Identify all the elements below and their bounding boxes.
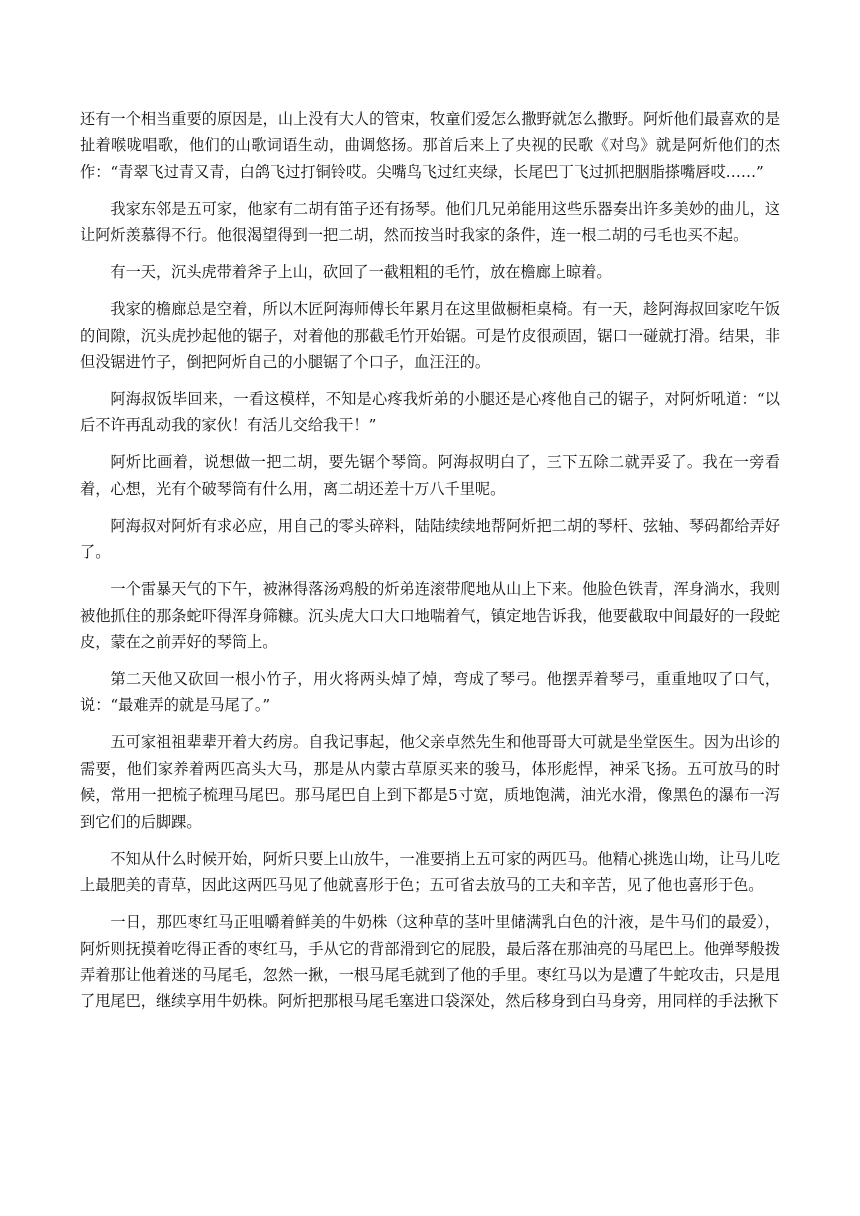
paragraph: 有一天，沉头虎带着斧子上山，砍回了一截粗粗的毛竹，放在檐廊上晾着。 <box>110 263 612 282</box>
paragraph: 不知从什么时候开始，阿炘只要上山放牛，一准要捎上五可家的两匹马。他精心挑选山坳，让马儿吃上最肥美的青草，因此这两匹马见了他就喜形于色；五可省去放马的工夫和辛苦，见了他也喜形于色。 <box>80 849 780 895</box>
paragraph: 阿海叔饭毕回来，一看这模样，不知是心疼我炘弟的小腿还是心疼他自己的锯子，对阿炘吼道：“以后不许再乱动我的家伙！有活儿交给我干！” <box>80 390 780 435</box>
paragraph: 阿炘比画着，说想做一把二胡，要先锯个琴筒。阿海叔明白了，三下五除二就弄妥了。我在一旁看着，心想，光有个破琴筒有什么用，离二胡还差十万八千里呢。 <box>80 453 780 498</box>
paragraph: 五可家祖祖辈辈开着大药房。自我记事起，他父亲卓然先生和他哥哥大可就是坐堂医生。因为出诊的需要，他们家养着两匹高头大马，那是从内蒙古草原买来的骏马，体形彪悍，神采飞扬。五可放马的时候，常用一把梳子梳理马尾巴。那马尾巴自上到下都是5寸宽，质地饱满，油光水滑，像黑色的瀑布一泻到它们的后脚踝。 <box>80 733 780 831</box>
paragraph: 我家东邻是五可家，他家有二胡有笛子还有扬琴。他们几兄弟能用这些乐器奏出许多美妙的曲儿，这让阿炘羡慕得不行。他很渴望得到一把二胡，然而按当时我家的条件，连一根二胡的弓毛也买不起。 <box>80 199 780 245</box>
paragraph: 一日，那匹枣红马正咀嚼着鲜美的牛奶株（这种草的茎叶里储满乳白色的汁液，是牛马们的最爱），阿炘则抚摸着吃得正香的枣红马，手从它的背部滑到它的屁股，最后落在那油亮的马尾巴上。他弹琴般拨弄着那让他着迷的马尾毛，忽然一揪，一根马尾毛就到了他的手里。枣红马以为是遭了牛蛇攻击，只是甩了甩尾巴，继续享用牛奶株。阿炘把那根马尾毛塞进口袋深处，然后移身到白马身旁，用同样的手法揪下 <box>80 913 780 1011</box>
paragraph: 阿海叔对阿炘有求必应，用自己的零头碎料，陆陆续续地帮阿炘把二胡的琴杆、弦轴、琴码都给弄好了。 <box>80 516 780 562</box>
paragraph: 第二天他又砍回一根小竹子，用火将两头焯了焯，弯成了琴弓。他摆弄着琴弓，重重地叹了口气，说：“最难弄的就是马尾了。” <box>80 670 780 715</box>
paragraph: 我家的檐廊总是空着，所以木匠阿海师傅长年累月在这里做橱柜桌椅。有一天，趁阿海叔回家吃午饭的间隙，沉头虎抄起他的锯子，对着他的那截毛竹开始锯。可是竹皮很顽固，锯口一碰就打滑。结果，非但没锯进竹子，倒把阿炘自己的小腿锯了个口子，血汪汪的。 <box>80 300 780 372</box>
paragraph: 一个雷暴天气的下午，被淋得落汤鸡般的炘弟连滚带爬地从山上下来。他脸色铁青，浑身淌水，我则被他抓住的那条蛇吓得浑身筛糠。沉头虎大口大口地喘着气，镇定地告诉我，他要截取中间最好的一段蛇皮，蒙在之前弄好的琴筒上。 <box>80 580 780 652</box>
document-page <box>80 106 780 1025</box>
paragraph: 还有一个相当重要的原因是，山上没有大人的管束，牧童们爱怎么撒野就怎么撒野。阿炘他们最喜欢的是扯着喉咙唱歌，他们的山歌词语生动，曲调悠扬。那首后来上了央视的民歌《对鸟》就是阿炘他们的杰作：“青翠飞过青又青，白鸽飞过打铜铃哎。尖嘴鸟飞过红夹绿，长尾巴丁飞过抓把胭脂搽嘴唇哎……” <box>80 110 780 181</box>
